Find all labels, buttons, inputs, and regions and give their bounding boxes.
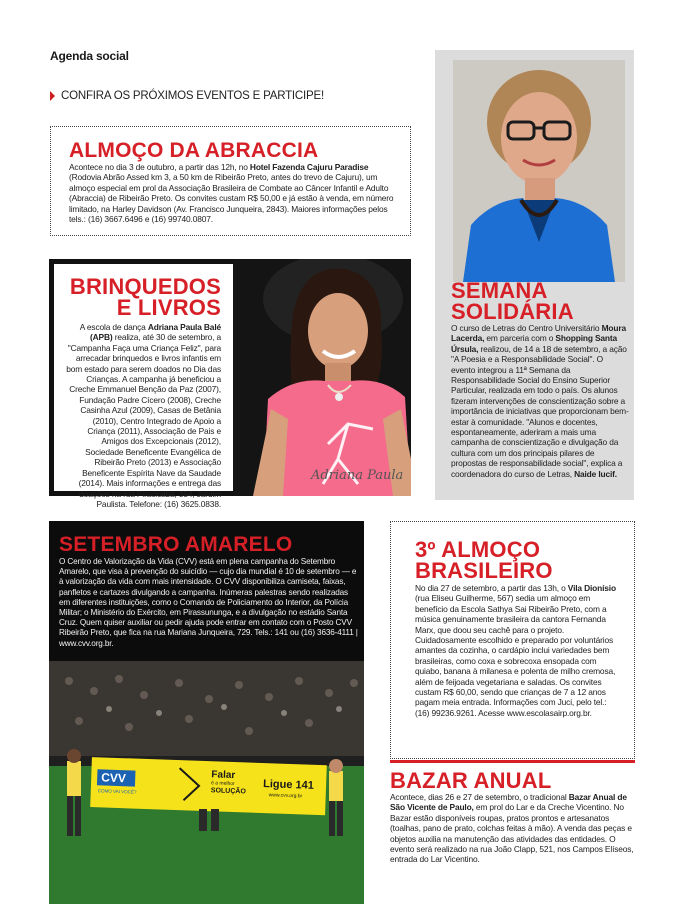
abraccia-title: ALMOÇO DA ABRACCIA [69, 139, 319, 162]
almoco3-venue: Vila Dionísio [567, 583, 616, 593]
almoco3-title-2: BRASILEIRO [415, 558, 553, 583]
brinquedos-title-2: E LIVROS [116, 295, 221, 320]
semana-text-b: em parceria com o [484, 333, 556, 344]
semana-title-1: SEMANA [451, 278, 548, 303]
dancer-photo [233, 259, 411, 496]
setembro-box [49, 521, 364, 904]
bazar-text [390, 792, 635, 865]
almoco3-title-1: 3º ALMOÇO [415, 537, 541, 562]
bazar-text-block [390, 770, 635, 865]
almoco3-text-a: No dia 27 de setembro, a partir das 13h, o [415, 583, 568, 593]
setembro-text-block [59, 535, 359, 649]
abraccia-box [50, 126, 411, 236]
bazar-text-b: em prol do Lar e da Creche Vicentino. No Bazar estão disponíveis roupas, pratos prontos e artesanatos (toalhas, pano de prato, colchas feitas à mão). A venda das peças e objetos auxilia na manutenção das atividades das entidades. O evento será realizado na rua João Clapp, 521, nos Campos Elíseos, entrada do Lar Vicentino. [390, 802, 634, 865]
triangle-arrow-icon [50, 91, 55, 101]
bazar-event: Bazar Anual de São Vicente de Paulo, [390, 792, 627, 813]
setembro-text: O Centro de Valorização da Vida (CVV) está em plena campanha do Setembro Amarelo, que visa à prevenção do suicídio — cujo dia mundial é 10 de setembro — e à valorização da vida com mais intensidade. O CVV disponibiliza camiseta, faixas, panfletos e cartazes divulgando a campanha. Inúmeras palestras sendo realizadas em diferentes instituições, como o Comando de Policiamento do Interior, da Polícia Militar; o Ministério do Exército, em Pirassununga, e a divulgação no estádio Santa Cruz. Quem quiser auxiliar ou pedir ajuda pode entrar em contato com o Posto CVV Ribeirão Preto, que fica na rua Mariana Junqueira, 729. Tels.: 141 ou (16) 3636-4111 | www.cvv.org.br. [59, 557, 358, 648]
abraccia-text-b: (Rodovia Abrão Assed km 3, a 50 km de Ribeirão Preto, antes do trevo de Cajuru), um almoço especial em prol da Associação Brasileira de Combate ao Câncer Infantil e Adulto (Abraccia) de Ribeirão Preto. Os convites custam R$ 50,00 e já estão à venda, em número limitado, na Harley Davidson (Av. Francisco Junqueira, 2843). Maiores informações pelos tels.: (16) 3667.6496 e (16) 99740.0807. [69, 172, 394, 225]
banner-falar-text: Falar [211, 769, 236, 782]
brinquedos-title-1: BRINQUEDOS [69, 274, 221, 299]
banner-solucao-text: SOLUÇÃO [210, 787, 246, 796]
semana-person: Naide Iucif. [574, 468, 617, 479]
abraccia-text-a: Acontece no dia 3 de outubro, a partir das 12h, no [69, 162, 250, 172]
teaser-line [50, 90, 324, 102]
brinquedos-box [49, 259, 411, 509]
brinquedos-text-b: realiza, até 30 de setembro, a "Campanha Faça uma Criança Feliz", para arrecadar brinquedos e livros infantis em bom estado para serem doados no Dia das Crianças. A campanha já beneficiou a Creche Emmanuel Benção da Paz (2007), Fundação Padre Cícero (2008), Creche Casinha Azul (2009), Casas de Betânia (2010), Centro Integrado de Apoio a Criança (2011), Associação de Pais e Amigos dos Excepcionais (2012), Sociedade Beneficente Evangélica de Ribeirão Preto (2013) e Associação Beneficente Espírita Nave da Saudade (2014). Mais informações e entrega das doações na rua Piracicaba, 354, Jardim Paulista. Telefone: (16) 3625.0838. [66, 332, 221, 509]
brinquedos-org: Adriana Paula Balé (APB) [90, 322, 221, 343]
banner-logo-text: CVV [100, 770, 127, 786]
almoco3-box [390, 521, 635, 759]
banner-sub-text: COMO VAI VOCÊ? [97, 788, 137, 795]
professor-photo [453, 60, 625, 282]
almoco3-text-b: (rua Eliseu Guilherme, 567) sedia um almoço em benefício da Escola Sathya Sai Ribeirão Preto, com a música genuinamente brasileira da cantora Fernanda Marx, que doou seu cachê para o projeto. Cuidadosamente escolhido e preparado por voluntários amantes da cozinha, o cardápio inclui variedades bem brasileiras, como coxa e sobrecoxa ensopada com quiabo, banana à milanesa e polenta de milho cremosa, além de feijoada vegetariana e saladas. Os convites custam R$ 60,00, sendo que crianças de 7 a 12 anos pagam meia entrada. Informações com Juci, pelo tel.: (16) 99236.9261. Acesse www.escolasairp.org.br. [415, 593, 616, 718]
bazar-box [390, 760, 635, 904]
semana-title-2: SOLIDÁRIA [451, 299, 574, 324]
bazar-top-rule [390, 760, 635, 763]
semana-box [435, 50, 634, 500]
bazar-title: BAZAR ANUAL [390, 768, 552, 793]
stadium-photo [49, 661, 364, 904]
bazar-text-a: Acontece, dias 26 e 27 de setembro, o tradicional [390, 792, 569, 802]
shirt-print-text: Adriana Paula [311, 468, 404, 483]
dancer-illustration [233, 259, 411, 496]
brinquedos-text [64, 322, 221, 509]
semana-org-2: Shopping Santa Úrsula, [451, 333, 618, 354]
brinquedos-text-a: A escola de dança [79, 322, 148, 332]
almoco3-text [415, 583, 620, 718]
semana-text-c: realizou, de 14 a 18 de setembro, a ação "A Poesia e a Responsabilidade Social". O evento integrou a 11ª Semana da Responsabilidade Social do Ensino Superior Particular, realizada em todo o país. Os alunos fizeram intervenções de conscientização sobre a importância de iniciativas que proporcionam bem-estar à comunidade. "Alunos e docentes, espontaneamente, aderiram a mais uma campanha de conscientização e divulgação da cultura com um dos principais pilares de propostas de responsabilidade social", explica a coordenadora do curso de Letras, [451, 343, 629, 479]
setembro-title: SETEMBRO AMARELO [59, 533, 293, 556]
abraccia-text [69, 162, 394, 224]
semana-org-1: Moura Lacerda, [451, 323, 626, 344]
banner-site-text: www.cvv.org.br [268, 792, 303, 800]
banner-phone-text: Ligue 141 [262, 778, 315, 792]
professor-illustration [453, 60, 625, 282]
section-label: Agenda social [50, 49, 129, 63]
semana-text [451, 323, 629, 479]
banner-mid-text: é a melhor [210, 780, 235, 788]
abraccia-venue: Hotel Fazenda Cajuru Paradise [249, 162, 369, 172]
semana-text-a: O curso de Letras do Centro Universitário [451, 323, 602, 333]
semana-text-block [451, 280, 629, 479]
brinquedos-text-panel [54, 264, 233, 509]
teaser-text: CONFIRA OS PRÓXIMOS EVENTOS E PARTICIPE! [61, 90, 324, 102]
